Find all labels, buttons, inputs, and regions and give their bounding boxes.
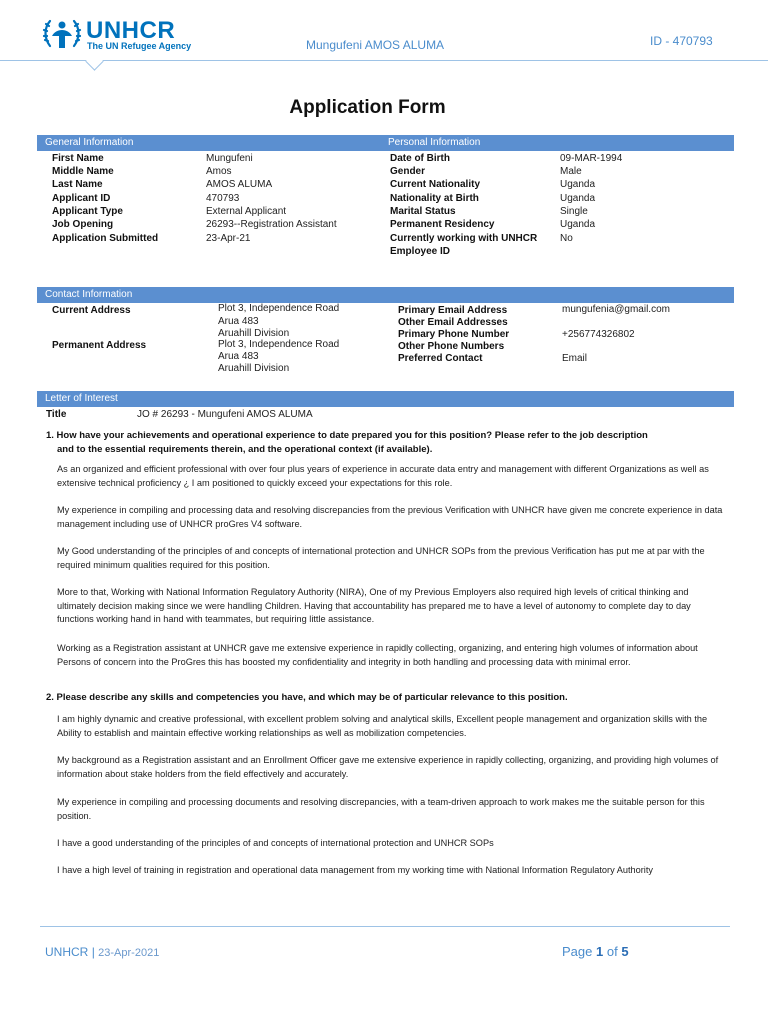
page-title: Application Form <box>289 97 446 118</box>
header-applicant-id: ID - 470793 <box>650 34 713 48</box>
current-nationality-value: Uganda <box>560 179 596 190</box>
answer-2-paragraph-5: I have a high level of training in registration and operational data management from my working time with National Information Regulatory Authority <box>57 865 653 875</box>
permanent-address-label: Permanent Address <box>52 340 147 351</box>
primary-phone-value: +256774326802 <box>562 329 635 340</box>
permanent-address-line-1: Plot 3, Independence Road <box>218 339 340 350</box>
working-with-unhcr-value: No <box>560 233 573 244</box>
marital-status-value: Single <box>560 206 588 217</box>
applicant-type-value: External Applicant <box>206 206 287 217</box>
middle-name-label: Middle Name <box>52 166 114 177</box>
permanent-address-line-2: Arua 483 <box>218 351 259 362</box>
footer-page-total: 5 <box>621 944 629 959</box>
current-address-line-2: Arua 483 <box>218 316 259 327</box>
logo-subtitle: The UN Refugee Agency <box>87 41 192 51</box>
personal-information-bar: Personal Information <box>380 135 734 151</box>
last-name-value: AMOS ALUMA <box>206 179 273 190</box>
question-1-line-2: and to the essential requirements therein, and the operational context (if available). <box>57 443 433 455</box>
gender-value: Male <box>560 166 582 177</box>
application-submitted-label: Application Submitted <box>52 233 159 244</box>
nationality-at-birth-value: Uganda <box>560 193 596 204</box>
footer-page-current: 1 <box>596 944 604 959</box>
logo-title: UNHCR <box>86 17 176 44</box>
general-information-bar: General Information <box>37 135 380 151</box>
letter-title-label: Title <box>46 409 67 420</box>
permanent-residency-label: Permanent Residency <box>390 219 495 230</box>
gender-label: Gender <box>390 166 426 177</box>
footer-of-word: of <box>606 944 618 959</box>
other-phone-label: Other Phone Numbers <box>398 341 505 352</box>
letter-title-value: JO # 26293 - Mungufeni AMOS ALUMA <box>137 409 313 420</box>
contact-information-bar: Contact Information <box>37 287 734 303</box>
job-opening-label: Job Opening <box>52 219 114 230</box>
unhcr-emblem-icon <box>42 14 82 54</box>
footer-org-date <box>45 945 159 959</box>
header-applicant-name: Mungufeni AMOS ALUMA <box>306 38 445 52</box>
footer-org: UNHCR <box>45 945 89 959</box>
header-divider <box>0 60 768 61</box>
letter-of-interest-bar: Letter of Interest <box>37 391 734 407</box>
last-name-label: Last Name <box>52 179 103 190</box>
answer-1-paragraph-5: Working as a Registration assistant at UNHCR gave me extensive experience in rapidly collecting, organizing, and entering high volumes of information about Persons of concern into the ProGres this has boosted my confidentiality and integrity in both handling and processing data with minimal error. <box>57 643 698 667</box>
question-2: 2. Please describe any skills and competencies you have, and which may be of particular relevance to this position. <box>46 692 568 703</box>
answer-2-paragraph-3: My experience in compiling and processing documents and resolving discrepancies, with a team-driven approach to work makes me the suitable person for this position. <box>57 797 705 821</box>
answer-2-paragraph-1: I am highly dynamic and creative professional, with excellent problem solving and analytical skills, Excellent people management and organization skills with the Ability to establish and maintain effective working relationships as well as mobilization competencies. <box>57 714 708 738</box>
application-submitted-value: 23-Apr-21 <box>206 233 251 244</box>
preferred-contact-value: Email <box>562 353 588 364</box>
nationality-at-birth-label: Nationality at Birth <box>390 193 479 204</box>
current-address-label: Current Address <box>52 305 131 316</box>
job-opening-value: 26293--Registration Assistant <box>206 219 337 230</box>
applicant-type-label: Applicant Type <box>52 206 123 217</box>
answer-1-paragraph-4: More to that, Working with National Information Regulatory Authority (NIRA), One of my Previous Employers also required high levels of critical thinking and ultimately decision making since we were handling Children. Having that accountability has prepared me to have a level of autonomy to complete day to day functions working hand in hand with teammates, but requiring little assistance. <box>57 587 691 625</box>
current-address-line-3: Aruahill Division <box>218 328 290 339</box>
page-header <box>0 0 768 70</box>
working-with-unhcr-label: Currently working with UNHCR <box>390 233 538 244</box>
answer-1-paragraph-2: My experience in compiling and processing data and resolving discrepancies from the previous Verification with UNHCR have given me concrete experience in data management including use of UNHCR proGres V4 software. <box>57 505 723 529</box>
footer-page-word: Page <box>562 944 593 959</box>
footer-divider <box>40 926 730 927</box>
permanent-residency-value: Uganda <box>560 219 596 230</box>
question-1 <box>46 429 648 456</box>
answer-1-paragraph-1: As an organized and efficient professional with over four plus years of experience in accurate data entry and management with different Organizations as well as extensive technical proficiency ¿ I am positioned to quickly exceed your expectations for this role. <box>57 464 709 488</box>
middle-name-value: Amos <box>206 166 232 177</box>
footer-page-number <box>562 944 629 959</box>
primary-email-label: Primary Email Address <box>398 305 508 316</box>
primary-email-value: mungufenia@gmail.com <box>562 304 670 315</box>
other-email-label: Other Email Addresses <box>398 317 508 328</box>
applicant-id-label: Applicant ID <box>52 193 111 204</box>
answer-1-paragraph-3: My Good understanding of the principles of and concepts of international protection and UNHCR SOPs from the previous Verification has put me at par with the required minimum qualities required for this position. <box>57 546 705 570</box>
current-nationality-label: Current Nationality <box>390 179 481 190</box>
answer-2-paragraph-4: I have a good understanding of the principles of and concepts of international protection and UNHCR SOPs <box>57 838 494 848</box>
date-of-birth-value: 09-MAR-1994 <box>560 153 623 164</box>
unhcr-logo <box>42 14 192 56</box>
current-address-line-1: Plot 3, Independence Road <box>218 303 340 314</box>
preferred-contact-label: Preferred Contact <box>398 353 483 364</box>
answer-2-paragraph-2: My background as a Registration assistant and an Enrollment Officer gave me extensive experience in rapidly collecting, organizing, and providing high volumes of information about stake holders from the field effectively and accurately. <box>57 755 719 779</box>
footer-separator: | <box>91 945 95 959</box>
permanent-address-line-3: Aruahill Division <box>218 363 290 374</box>
first-name-value: Mungufeni <box>206 153 253 164</box>
primary-phone-label: Primary Phone Number <box>398 329 510 340</box>
first-name-label: First Name <box>52 153 104 164</box>
marital-status-label: Marital Status <box>390 206 456 217</box>
employee-id-label: Employee ID <box>390 246 451 257</box>
question-1-line-1: 1. How have your achievements and operational experience to date prepared you for this position? Please refer to the job description <box>46 430 648 441</box>
footer-date: 23-Apr-2021 <box>98 947 160 959</box>
date-of-birth-label: Date of Birth <box>390 153 450 164</box>
applicant-id-value: 470793 <box>206 193 240 204</box>
